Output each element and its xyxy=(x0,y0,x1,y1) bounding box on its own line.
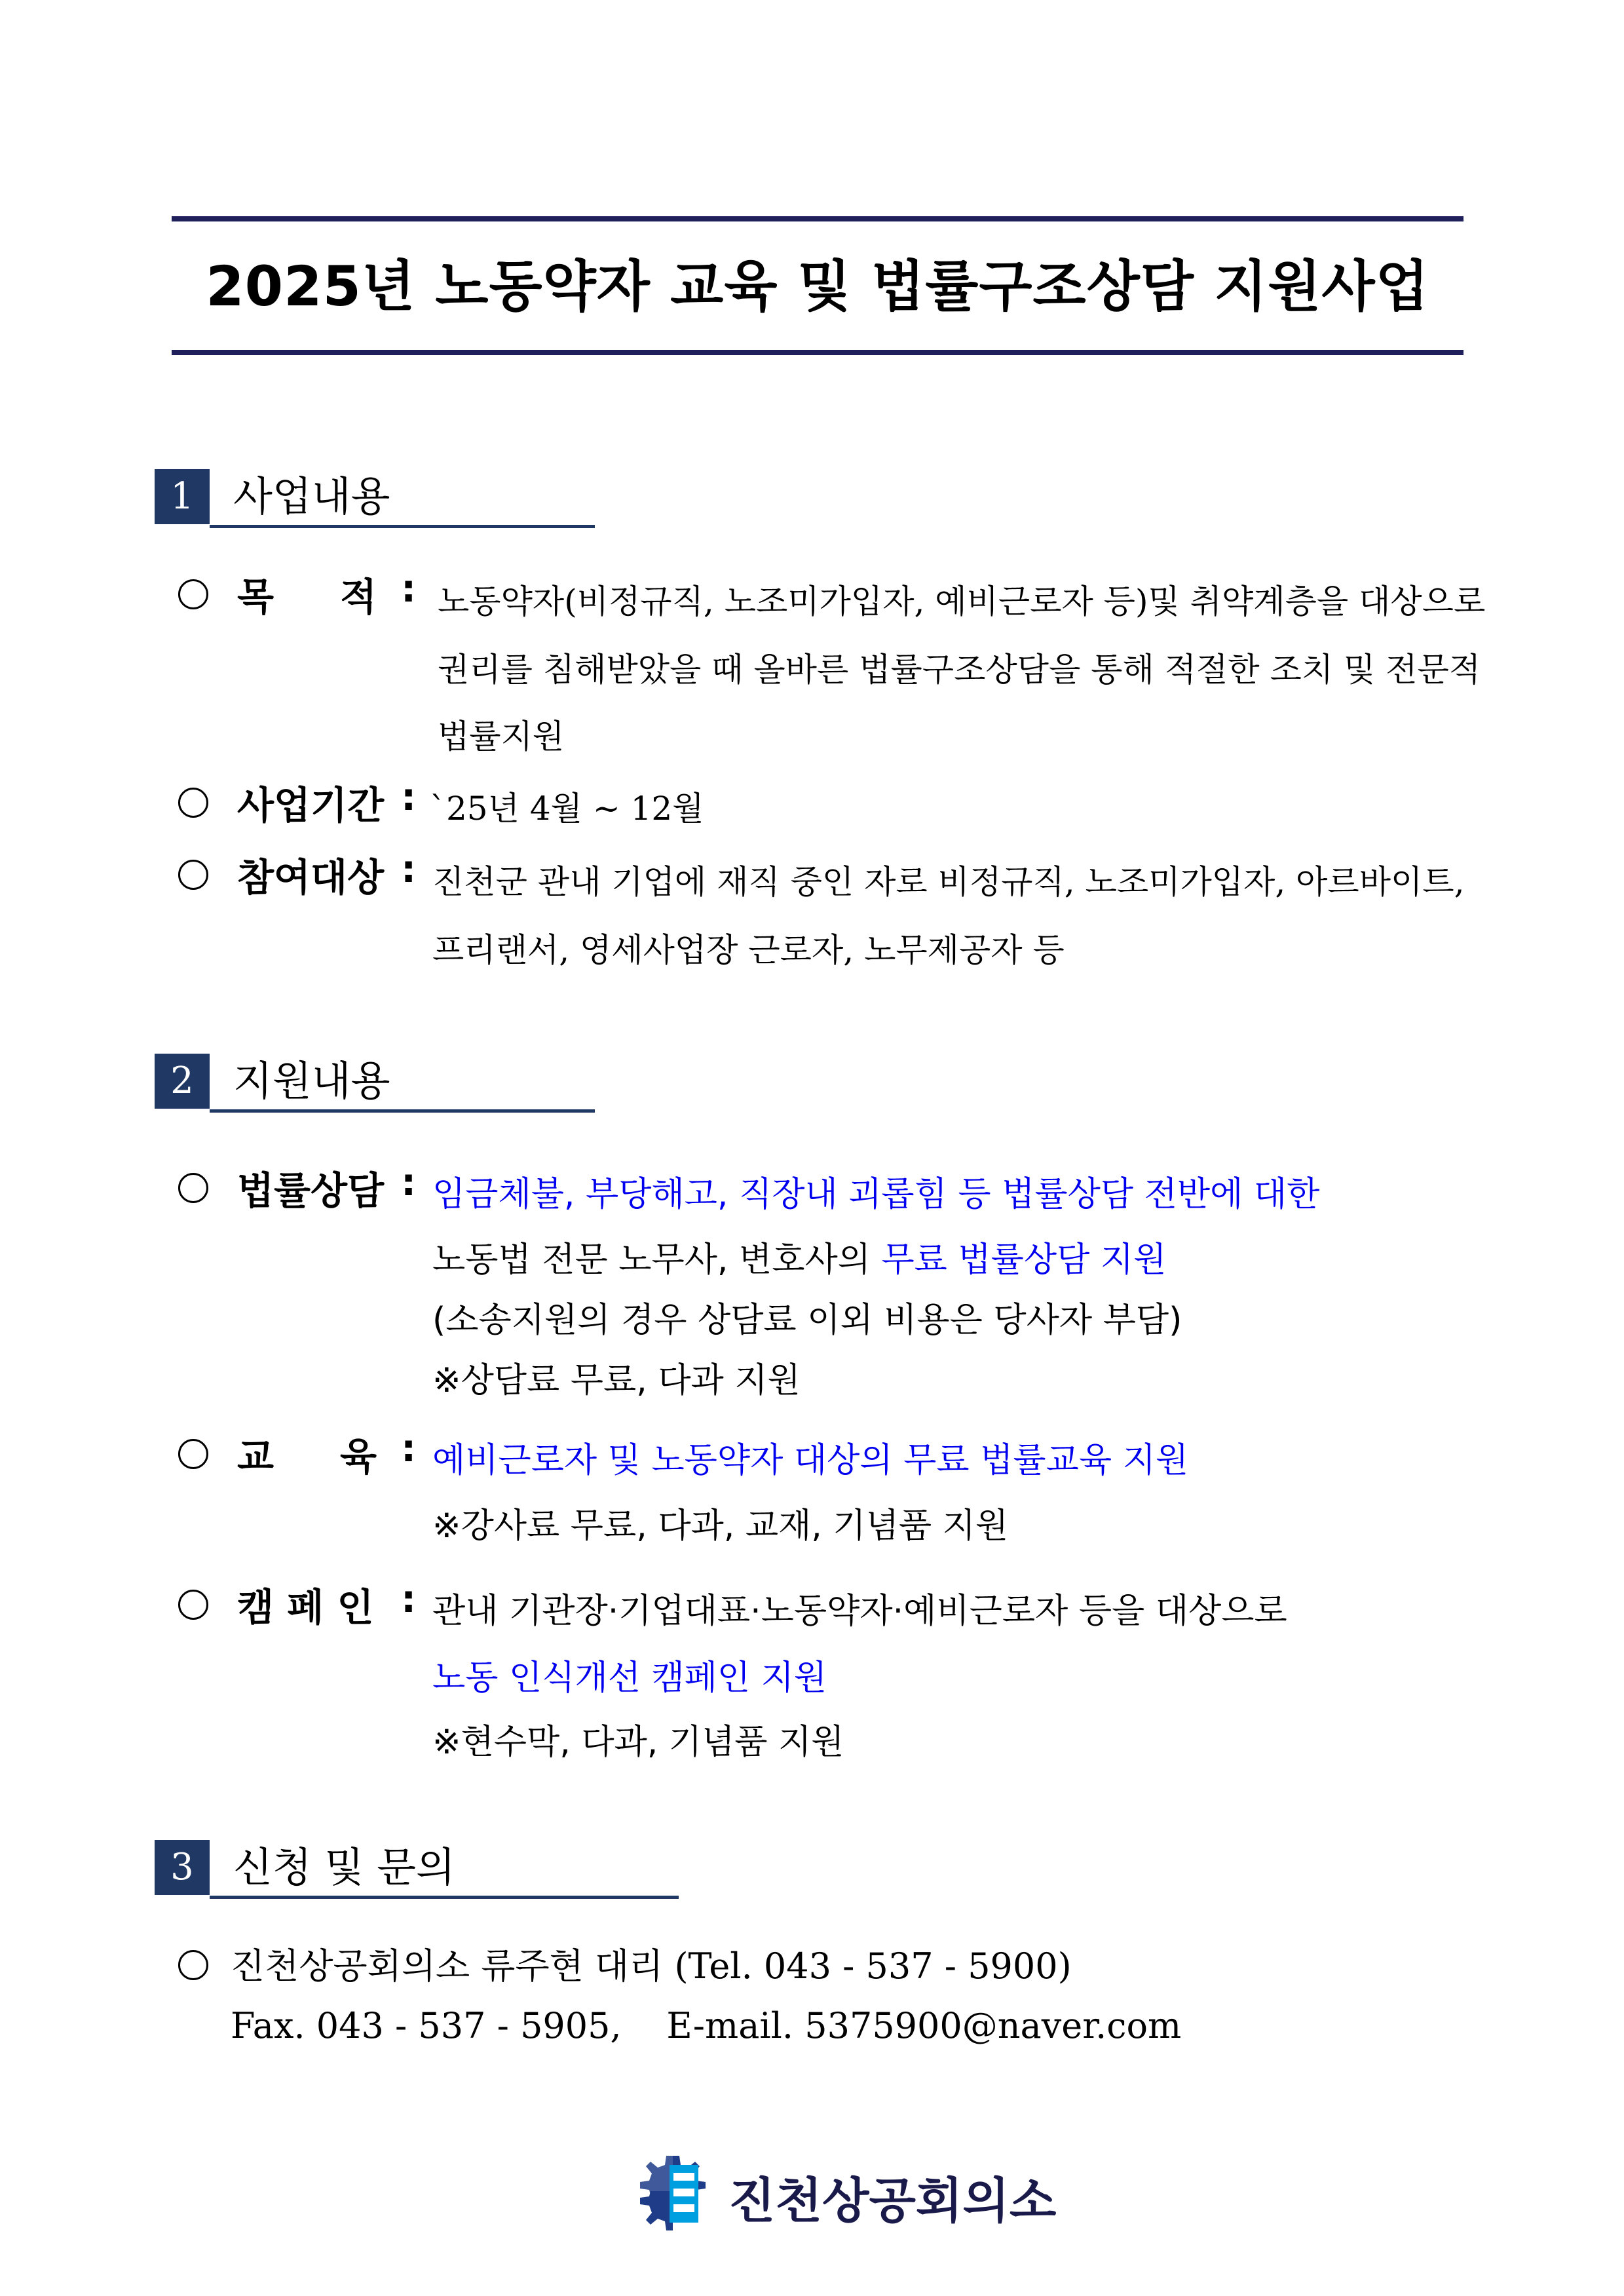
education-note: ※강사료 무료, 다과, 교재, 기념품 지원 xyxy=(432,1506,1009,1546)
gear-icon xyxy=(630,2151,715,2236)
section-number: 2 xyxy=(155,1054,210,1109)
colon: : xyxy=(401,566,417,611)
colon: : xyxy=(401,775,417,819)
campaign-note: ※현수막, 다과, 기념품 지원 xyxy=(432,1723,844,1762)
legal-consult-label: 법률상담 xyxy=(237,1168,385,1213)
section-underline xyxy=(210,1896,679,1899)
colon: : xyxy=(401,1577,417,1621)
title-bottom-rule xyxy=(172,350,1463,355)
circle-bullet-icon xyxy=(178,1439,208,1469)
purpose-line: 노동약자(비정규직, 노조미가입자, 예비근로자 등)및 취약계층을 대상으로 xyxy=(438,583,1486,621)
legal-consult-line: 임금체불, 부당해고, 직장내 괴롭힘 등 법률상담 전반에 대한 xyxy=(432,1175,1320,1214)
circle-bullet-icon xyxy=(178,1590,208,1620)
campaign-label: 캠 페 인 xyxy=(237,1585,374,1630)
legal-consult-line xyxy=(432,1232,1166,1281)
colon: : xyxy=(401,1426,417,1470)
circle-bullet-icon xyxy=(178,1950,208,1980)
colon: : xyxy=(401,847,417,891)
section-underline xyxy=(210,525,595,528)
contact-line: Fax. 043 - 537 - 5905, E-mail. 5375900@naver.com xyxy=(231,2005,1182,2046)
page-title: 2025년 노동약자 교육 및 법률구조상담 지원사업 xyxy=(206,254,1429,318)
section-number: 1 xyxy=(155,469,210,524)
target-label: 참여대상 xyxy=(237,855,385,900)
section-number: 3 xyxy=(155,1840,210,1895)
free-legal-consult-highlight: 무료 법률상담 지원 xyxy=(881,1240,1167,1280)
section-title: 사업내용 xyxy=(233,472,390,520)
circle-bullet-icon xyxy=(178,860,208,890)
target-line: 프리랜서, 영세사업장 근로자, 노무제공자 등 xyxy=(432,931,1065,969)
campaign-line: 노동 인식개선 캠페인 지원 xyxy=(432,1658,827,1698)
target-line: 진천군 관내 기업에 재직 중인 자로 비정규직, 노조미가입자, 아르바이트, xyxy=(432,863,1465,901)
section-title: 지원내용 xyxy=(233,1057,390,1105)
legal-consult-note: ※상담료 무료, 다과 지원 xyxy=(432,1361,801,1400)
purpose-line: 법률지원 xyxy=(438,718,565,756)
circle-bullet-icon xyxy=(178,788,208,818)
education-label: 교 육 xyxy=(237,1434,377,1479)
period-label: 사업기간 xyxy=(237,783,385,828)
section-underline xyxy=(210,1109,595,1113)
purpose-label: 목 적 xyxy=(237,575,377,619)
title-top-rule xyxy=(172,216,1463,221)
education-line: 예비근로자 및 노동약자 대상의 무료 법률교육 지원 xyxy=(432,1441,1189,1480)
colon: : xyxy=(401,1160,417,1204)
contact-line: 진천상공회의소 류주현 대리 (Tel. 043 - 537 - 5900) xyxy=(231,1945,1072,1987)
purpose-line: 권리를 침해받았을 때 올바른 법률구조상담을 통해 적절한 조치 및 전문적 xyxy=(438,651,1481,689)
period-value: `25년 4월 ~ 12월 xyxy=(430,790,704,828)
campaign-line: 관내 기관장·기업대표·노동약자·예비근로자 등을 대상으로 xyxy=(432,1592,1287,1631)
circle-bullet-icon xyxy=(178,579,208,609)
section-title: 신청 및 문의 xyxy=(233,1843,455,1891)
legal-consult-line: (소송지원의 경우 상담료 이외 비용은 당사자 부담) xyxy=(432,1301,1182,1340)
circle-bullet-icon xyxy=(178,1173,208,1203)
legal-consult-text: 노동법 전문 노무사, 변호사의 xyxy=(432,1240,882,1280)
logo-text: 진천상공회의소 xyxy=(728,2173,1057,2229)
